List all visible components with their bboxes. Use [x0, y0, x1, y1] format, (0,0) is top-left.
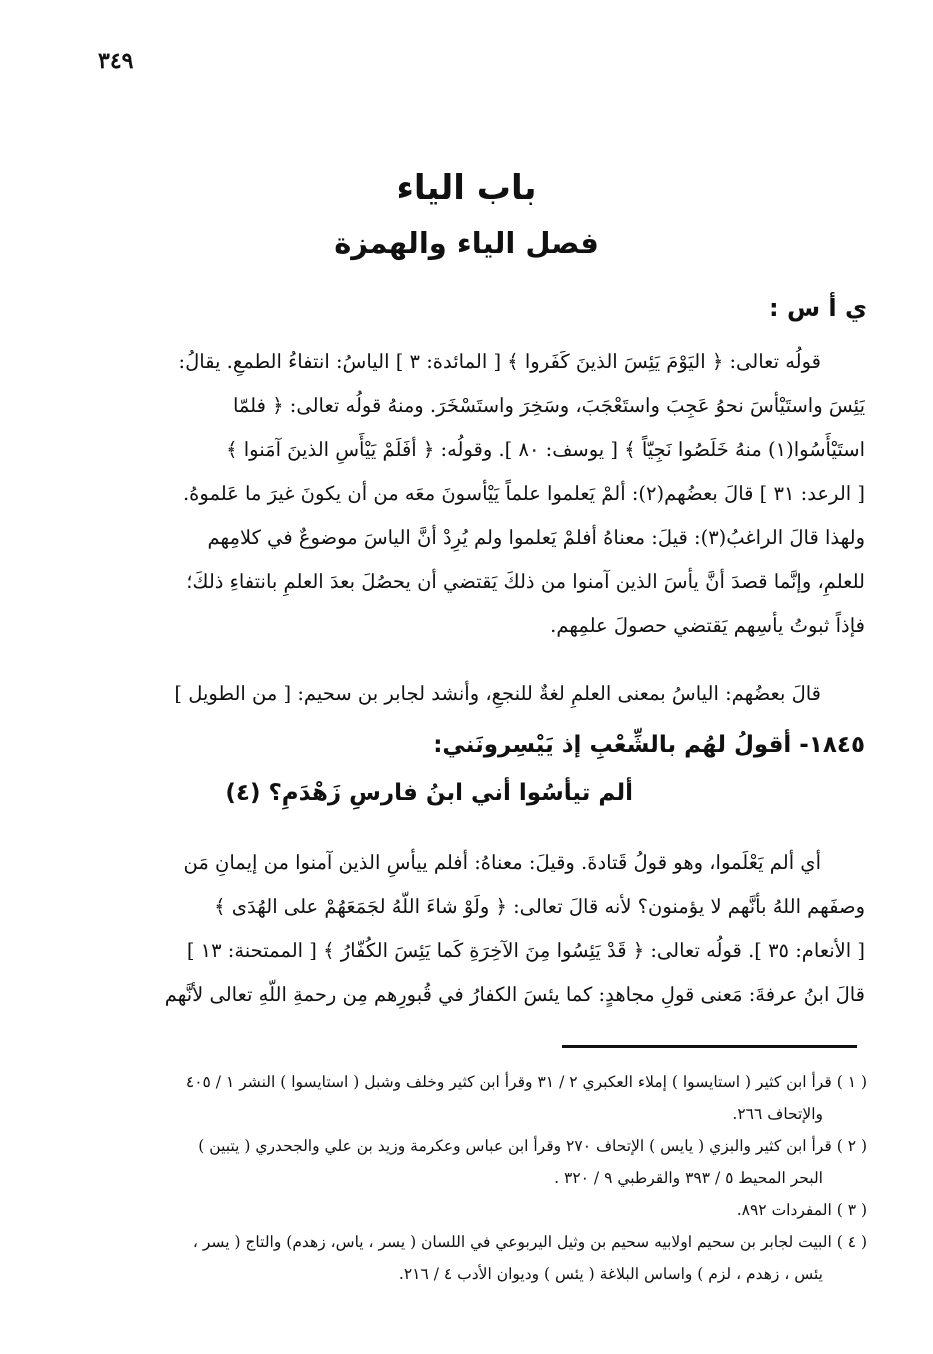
footnote-line: والإتحاف ٢٦٦.: [732, 1105, 823, 1123]
chapter-title: باب الياء: [396, 168, 537, 208]
footnote-line: [67, 1226, 867, 1258]
footnote-1: [67, 1066, 867, 1130]
paragraph-line: قالَ ابنُ عرفةَ: مَعنى قولِ مجاهدٍ: كما يئسَ الكفارُ في قُبورِهم مِن رحمةِ اللّهِ تعالى لأنَّهم: [164, 983, 865, 1006]
paragraph-line: استَيْأَسُوا(١) منهُ خَلَصُوا نَجِيّاً ﴾ [ يوسف: ٨٠ ]. وقولُه: ﴿ أفَلَمْ يَيْأَسِ الذينَ آمَنوا ﴾: [226, 438, 865, 461]
paragraph-line: وصفَهم اللهُ بأنَّهم لا يؤمنون؟ لأنه قالَ تعالى: ﴿ ولَوْ شاءَ اللّهُ لجَمَعَهُمْ على الهُدَى ﴾: [214, 895, 865, 918]
footnote-label: ( ٤ ): [836, 1233, 867, 1251]
footnote-2: [67, 1130, 867, 1194]
paragraph-line: أي ألم يَعْلَموا، وهو قولُ قَتادةَ. وقيلَ: معناهُ: أفلم ييأسِ الذين آمنوا من إيمانِ مَن: [183, 851, 821, 874]
paragraph-line: ولهذا قالَ الراغبُ(٣): قيلَ: معناهُ أفلمْ يَعلموا ولم يُرِدْ أنَّ الياسَ موضوعٌ في كلامِهم: [207, 526, 865, 549]
footnote-text: قرأ ابن كثير والبزي ( يايس ) الإتحاف ٢٧٠ وقرأ ابن عباس وعكرمة وزيد بن علي والجحدري ( يتبين ): [198, 1137, 832, 1155]
paragraph-2: [67, 672, 865, 716]
paragraph-3: [67, 841, 865, 1017]
paragraph-line: [ الأنعام: ٣٥ ]. قولُه تعالى: ﴿ قَدْ يَئِسُوا مِنَ الآخِرَةِ كَما يَئِسَ الكُفّارُ ﴾ [ الممتحنة: ١٣ ]: [186, 939, 865, 962]
paragraph-line: [ الرعد: ٣١ ] قالَ بعضُهم(٢): ألمْ يَعلموا علماً يَيْأسونَ معَه من أن يكونَ غيرَ ما عَلموهُ.: [182, 482, 865, 505]
footnote-text: المفردات ٨٩٢.: [736, 1201, 832, 1219]
footnote-line: [67, 1130, 867, 1162]
poetry-verse-first-hemistich: ١٨٤٥- أقولُ لهُم بالشِّعْبِ إذ يَيْسِرونَني:: [433, 732, 865, 758]
footnote-line: البحر المحيط ٥ / ٣٩٣ والقرطبي ٩ / ٣٢٠ .: [554, 1169, 823, 1187]
footnote-text: قرأ ابن كثير ( استايسوا ) إملاء العكبري ٢ / ٣١ وقرأ ابن كثير وخلف وشبل ( استايسوا ) النشر ١ / ٤٠٥: [185, 1073, 832, 1091]
paragraph-line: قالَ بعضُهم: الياسُ بمعنى العلمِ لغةٌ للنجعِ، وأنشد لجابر بن سحيم: [ من الطويل ]: [174, 682, 821, 705]
paragraph-1: [67, 340, 865, 648]
footnote-3: [67, 1194, 867, 1226]
footnote-line: يئس ، زهدم ، لزم ) واساس البلاغة ( يئس ) وديوان الأدب ٤ / ٢١٦.: [398, 1265, 823, 1283]
footnote-text: البيت لجابر بن سحيم اولابيه سحيم بن وثيل اليربوعي في اللسان ( يسر ، ياس، زهدم) والتاج ( يسر ،: [192, 1233, 832, 1251]
footnote-label: ( ٢ ): [836, 1137, 867, 1155]
footnote-label: ( ١ ): [836, 1073, 867, 1091]
footnote-label: ( ٣ ): [836, 1201, 867, 1219]
footnote-line: [67, 1066, 867, 1098]
footnotes: [67, 1066, 867, 1290]
footnote-divider: [562, 1045, 857, 1048]
footnote-line: [67, 1194, 867, 1226]
paragraph-line: قولُه تعالى: ﴿ اليَوْمَ يَئِسَ الذينَ كَفَروا ﴾ [ المائدة: ٣ ] الياسُ: انتفاءُ الطمعِ. يقالُ:: [178, 350, 821, 373]
footnote-4: [67, 1226, 867, 1290]
paragraph-line: يَئِسَ واستَيْأسَ نحوُ عَجِبَ واستَعْجَبَ، وسَخِرَ واستَسْخَرَ. ومنهُ قولُه تعالى: ﴿ فلمّا: [232, 394, 865, 417]
paragraph-line: فإذاً ثبوتُ يأسِهم يَقتضي حصولَ علمِهم.: [550, 614, 865, 637]
section-title: فصل الياء والهمزة: [334, 226, 599, 260]
poetry-verse-second-hemistich: ألم تيأسُوا أني ابنُ فارسِ زَهْدَمِ؟ (٤): [225, 780, 633, 806]
page-number: ٣٤٩: [98, 48, 134, 74]
root-heading: ي أ س :: [768, 294, 867, 322]
paragraph-line: للعلمِ، وإنَّما قصدَ أنَّ يأسَ الذين آمنوا من ذلكَ يَقتضي أن يحصُلَ بعدَ العلمِ بانتفاءِ ذلكَ؛: [186, 570, 865, 593]
